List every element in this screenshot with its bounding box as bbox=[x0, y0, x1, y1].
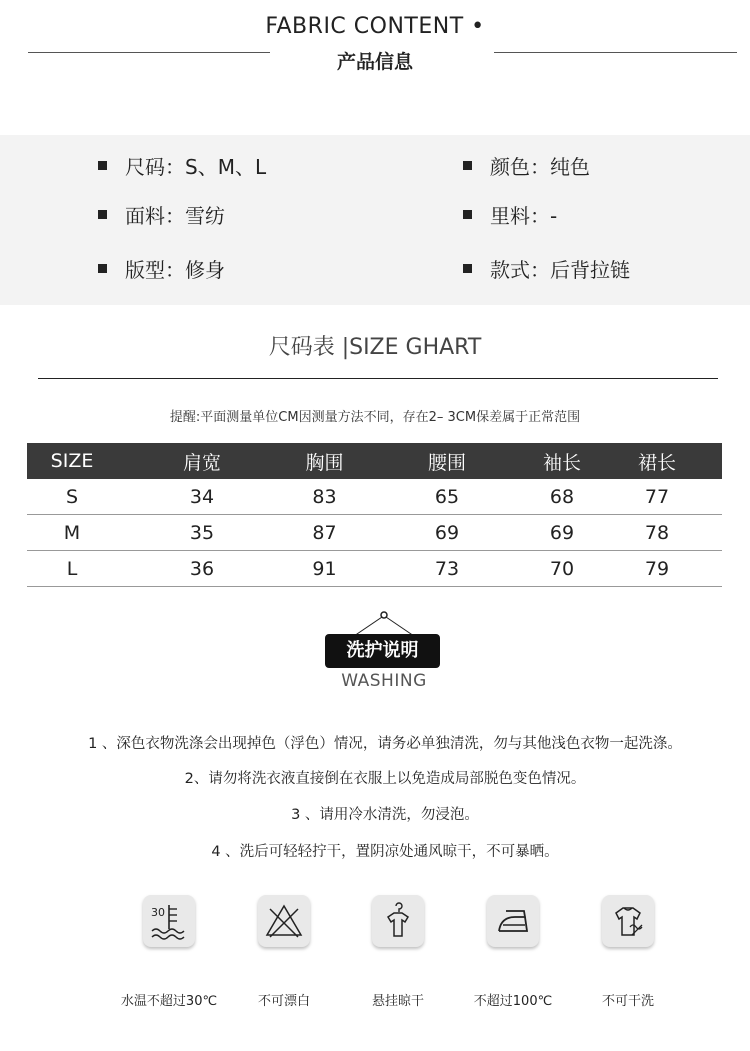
icon-label-hang-dry: 悬挂晾干 bbox=[371, 994, 424, 1009]
table-cell: 34 bbox=[117, 479, 287, 515]
info-fabric bbox=[98, 200, 225, 229]
table-cell: 36 bbox=[117, 551, 287, 587]
info-size-text: 尺码：S、M、L bbox=[125, 155, 267, 179]
table-cell: 65 bbox=[362, 479, 532, 515]
size-chart-divider bbox=[38, 378, 718, 379]
bullet-icon bbox=[98, 161, 107, 170]
bullet-icon bbox=[98, 210, 107, 219]
table-cell: 79 bbox=[592, 551, 722, 587]
bullet-icon bbox=[463, 264, 472, 273]
size-table bbox=[27, 443, 722, 587]
table-cell: 70 bbox=[532, 551, 592, 587]
table-cell: 68 bbox=[532, 479, 592, 515]
info-fit bbox=[98, 254, 225, 283]
icon-label-water-temp: 水温不超过30℃ bbox=[120, 994, 218, 1009]
col-header: 胸围 bbox=[287, 443, 362, 479]
fabric-content-title: FABRIC CONTENT • bbox=[265, 14, 485, 39]
water-temp-30-icon bbox=[143, 895, 195, 947]
bullet-icon bbox=[463, 210, 472, 219]
table-cell: 91 bbox=[287, 551, 362, 587]
table-row bbox=[27, 515, 722, 551]
hang-dry-icon bbox=[372, 895, 424, 947]
no-bleach-icon bbox=[258, 895, 310, 947]
table-cell: 87 bbox=[287, 515, 362, 551]
table-cell: S bbox=[27, 479, 117, 515]
bullet-icon bbox=[98, 264, 107, 273]
table-cell: 35 bbox=[117, 515, 287, 551]
info-size bbox=[98, 151, 266, 180]
info-style-text: 款式：后背拉链 bbox=[490, 258, 630, 282]
info-fit-text: 版型：修身 bbox=[125, 258, 225, 282]
info-color-text: 颜色：纯色 bbox=[490, 155, 590, 179]
col-header: SIZE bbox=[27, 443, 117, 479]
icon-label-no-dry-clean: 不可干洗 bbox=[601, 994, 654, 1009]
table-cell: 83 bbox=[287, 479, 362, 515]
col-header: 肩宽 bbox=[117, 443, 287, 479]
info-fabric-text: 面料：雪纺 bbox=[125, 204, 225, 228]
info-style bbox=[463, 254, 630, 283]
washing-badge: 洗护说明 bbox=[325, 634, 440, 668]
care-instruction-3: 3 、请用冷水清洗，勿浸泡。 bbox=[291, 807, 479, 823]
no-dry-clean-icon bbox=[602, 895, 654, 947]
icon-label-no-bleach: 不可漂白 bbox=[257, 994, 310, 1009]
table-row bbox=[27, 551, 722, 587]
info-lining bbox=[463, 200, 557, 229]
bullet-icon bbox=[463, 161, 472, 170]
table-cell: 73 bbox=[362, 551, 532, 587]
table-cell: 69 bbox=[532, 515, 592, 551]
care-instruction-1: 1 、深色衣物洗涤会出现掉色（浮色）情况，请务必单独清洗，勿与其他浅色衣物一起洗涤。 bbox=[88, 736, 682, 752]
washing-subtitle: WASHING bbox=[341, 671, 427, 691]
iron-icon bbox=[487, 895, 539, 947]
col-header: 袖长 bbox=[532, 443, 592, 479]
table-cell: 69 bbox=[362, 515, 532, 551]
table-cell: L bbox=[27, 551, 117, 587]
temp-number: 30 bbox=[151, 906, 165, 919]
product-info-subtitle: 产品信息 bbox=[336, 51, 413, 73]
measurement-note: 提醒:平面测量单位CM因测量方法不同，存在2– 3CM保差属于正常范围 bbox=[169, 410, 581, 425]
col-header: 腰围 bbox=[362, 443, 532, 479]
care-instruction-4: 4 、洗后可轻轻拧干，置阴凉处通风晾干，不可暴晒。 bbox=[211, 844, 559, 860]
care-instruction-2: 2、请勿将洗衣液直接倒在衣服上以免造成局部脱色变色情况。 bbox=[184, 771, 586, 787]
table-cell: 78 bbox=[592, 515, 722, 551]
table-cell: M bbox=[27, 515, 117, 551]
icon-label-iron: 不超过100℃ bbox=[473, 994, 553, 1009]
info-color bbox=[463, 151, 590, 180]
table-cell: 77 bbox=[592, 479, 722, 515]
size-chart-title: 尺码表 |SIZE GHART bbox=[268, 335, 482, 360]
table-header-row bbox=[27, 443, 722, 479]
info-lining-text: 里料：- bbox=[490, 204, 558, 228]
col-header: 裙长 bbox=[592, 443, 722, 479]
table-row bbox=[27, 479, 722, 515]
